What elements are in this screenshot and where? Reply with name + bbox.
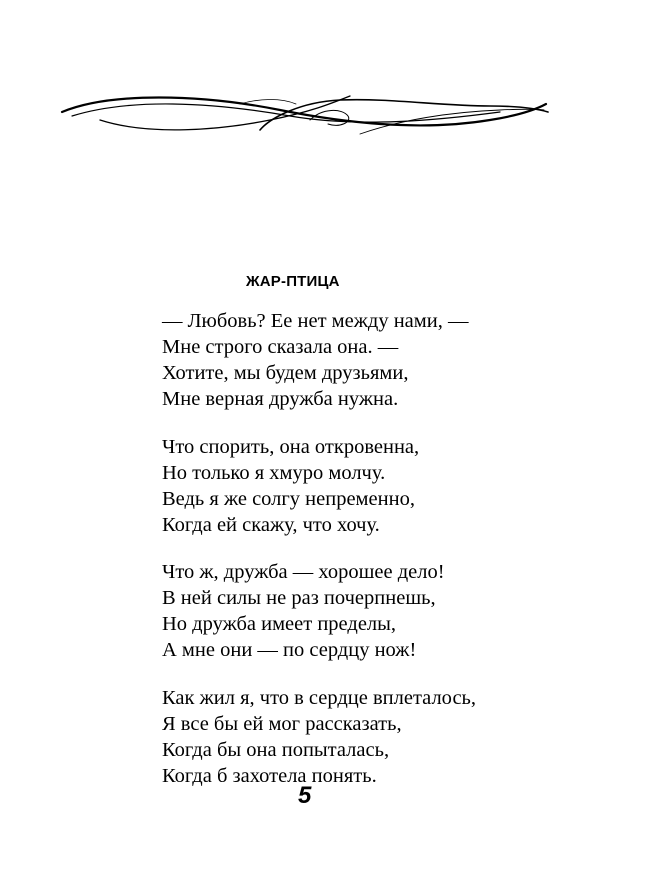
poem-line: Когда ей скажу, что хочу. (162, 513, 380, 536)
poem-line: Когда бы она попыталась, (162, 738, 390, 761)
poem-line: Что спорить, она откровенна, (162, 435, 420, 458)
poem-line: Что ж, дружба — хорошее дело! (162, 561, 445, 583)
poem-line: Ведь я же солгу непременно, (162, 487, 415, 510)
poem-line: — Любовь? Ее нет между нами, — (162, 310, 469, 332)
poem-line: Хотите, мы будем друзьями, (162, 362, 409, 384)
poem-line: Я все бы ей мог рассказать, (162, 712, 402, 735)
poem-line: В ней силы не раз почерпнешь, (162, 587, 436, 609)
stanza (162, 308, 476, 412)
poem-line: Но только я хмуро молчу. (162, 461, 386, 484)
stanza (162, 559, 476, 663)
poem-line: Как жил я, что в сердце вплеталось, (162, 686, 477, 709)
page-number: 5 (298, 782, 312, 809)
stanza (162, 685, 476, 789)
poem-body (162, 308, 476, 810)
poem-line: Но дружба имеет пределы, (162, 613, 397, 635)
stanza (162, 434, 476, 538)
poem-line: Мне строго сказала она. — (162, 336, 399, 358)
calligraphic-flourish-icon (60, 90, 550, 140)
poem-title: ЖАР-ПТИЦА (246, 273, 340, 290)
poem-line: А мне они — по сердцу нож! (162, 639, 417, 661)
poem-line: Мне верная дружба нужна. (162, 388, 399, 410)
poem-line: Когда б захотела понять. (162, 764, 377, 787)
